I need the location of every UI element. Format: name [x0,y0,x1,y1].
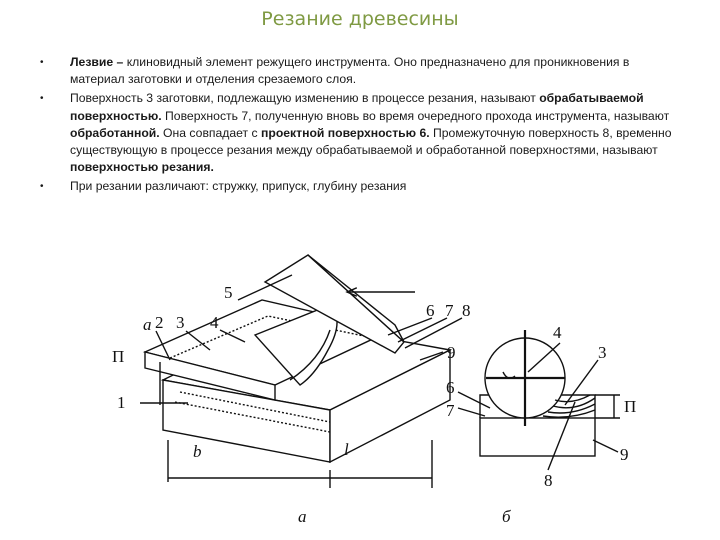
bullet-term: проектной поверхностью 6. [261,125,430,140]
bullet-dot-icon: • [40,181,44,193]
label-a-small: a [143,315,152,334]
bullet-term: обрабатываемой поверхностью. [70,91,644,123]
label-1-left: 1 [117,393,126,412]
label-7-right: 7 [446,401,455,420]
label-8-right: 8 [544,471,553,490]
label-2-left: 2 [155,313,164,332]
label-b: b [193,442,202,461]
bullet-dot-icon: • [40,57,44,68]
label-6-left: 6 [426,301,435,320]
bullet-text: Поверхность 7, полученную вновь во время очередного прохода инструмента, называют [161,108,670,123]
label-3-right: 3 [598,343,607,362]
label-pi-right: П [624,397,637,416]
label-8-left: 8 [462,301,471,320]
label-pi-left: П [112,347,125,366]
label-3-left: 3 [176,313,185,332]
bullet-text: Поверхность 3 заготовки, подлежащую изменению в процессе резания, называют [70,91,540,106]
bullet-term: поверхностью резания. [70,160,214,175]
label-4-left: 4 [210,313,219,332]
caption-a: а [298,507,307,526]
bullet-term: Лезвие – [70,55,127,69]
page-title: Резание древесины [261,8,459,30]
label-4-right: 4 [553,323,562,342]
bullet-text: клиновидный элемент режущего инструмента. Оно предназначено для проникновения в материал заготовки и отделения срезаемого слоя. [70,55,630,87]
label-6-right: 6 [446,378,455,397]
cross-section-figure-b [458,330,620,470]
caption-b: б [502,507,511,526]
label-7-left: 7 [445,301,454,320]
bullet-text: Она совпадает с [159,125,262,140]
bullet-text: Промежуточную поверхность 8, временно существующую в процессе резания между обрабатываемой и обработанной поверхностями, называют [70,125,672,158]
bullet-dot-icon: • [40,93,44,105]
bullet-term: обработанной. [70,125,160,140]
label-9-right: 9 [620,445,629,464]
workpiece-figure-a [140,255,462,488]
label-l: l [344,440,349,459]
label-9-left: 9 [447,343,456,362]
bullet-text: При резании различают: стружку, припуск, глубину резания [70,179,407,194]
label-5-left: 5 [224,283,233,302]
